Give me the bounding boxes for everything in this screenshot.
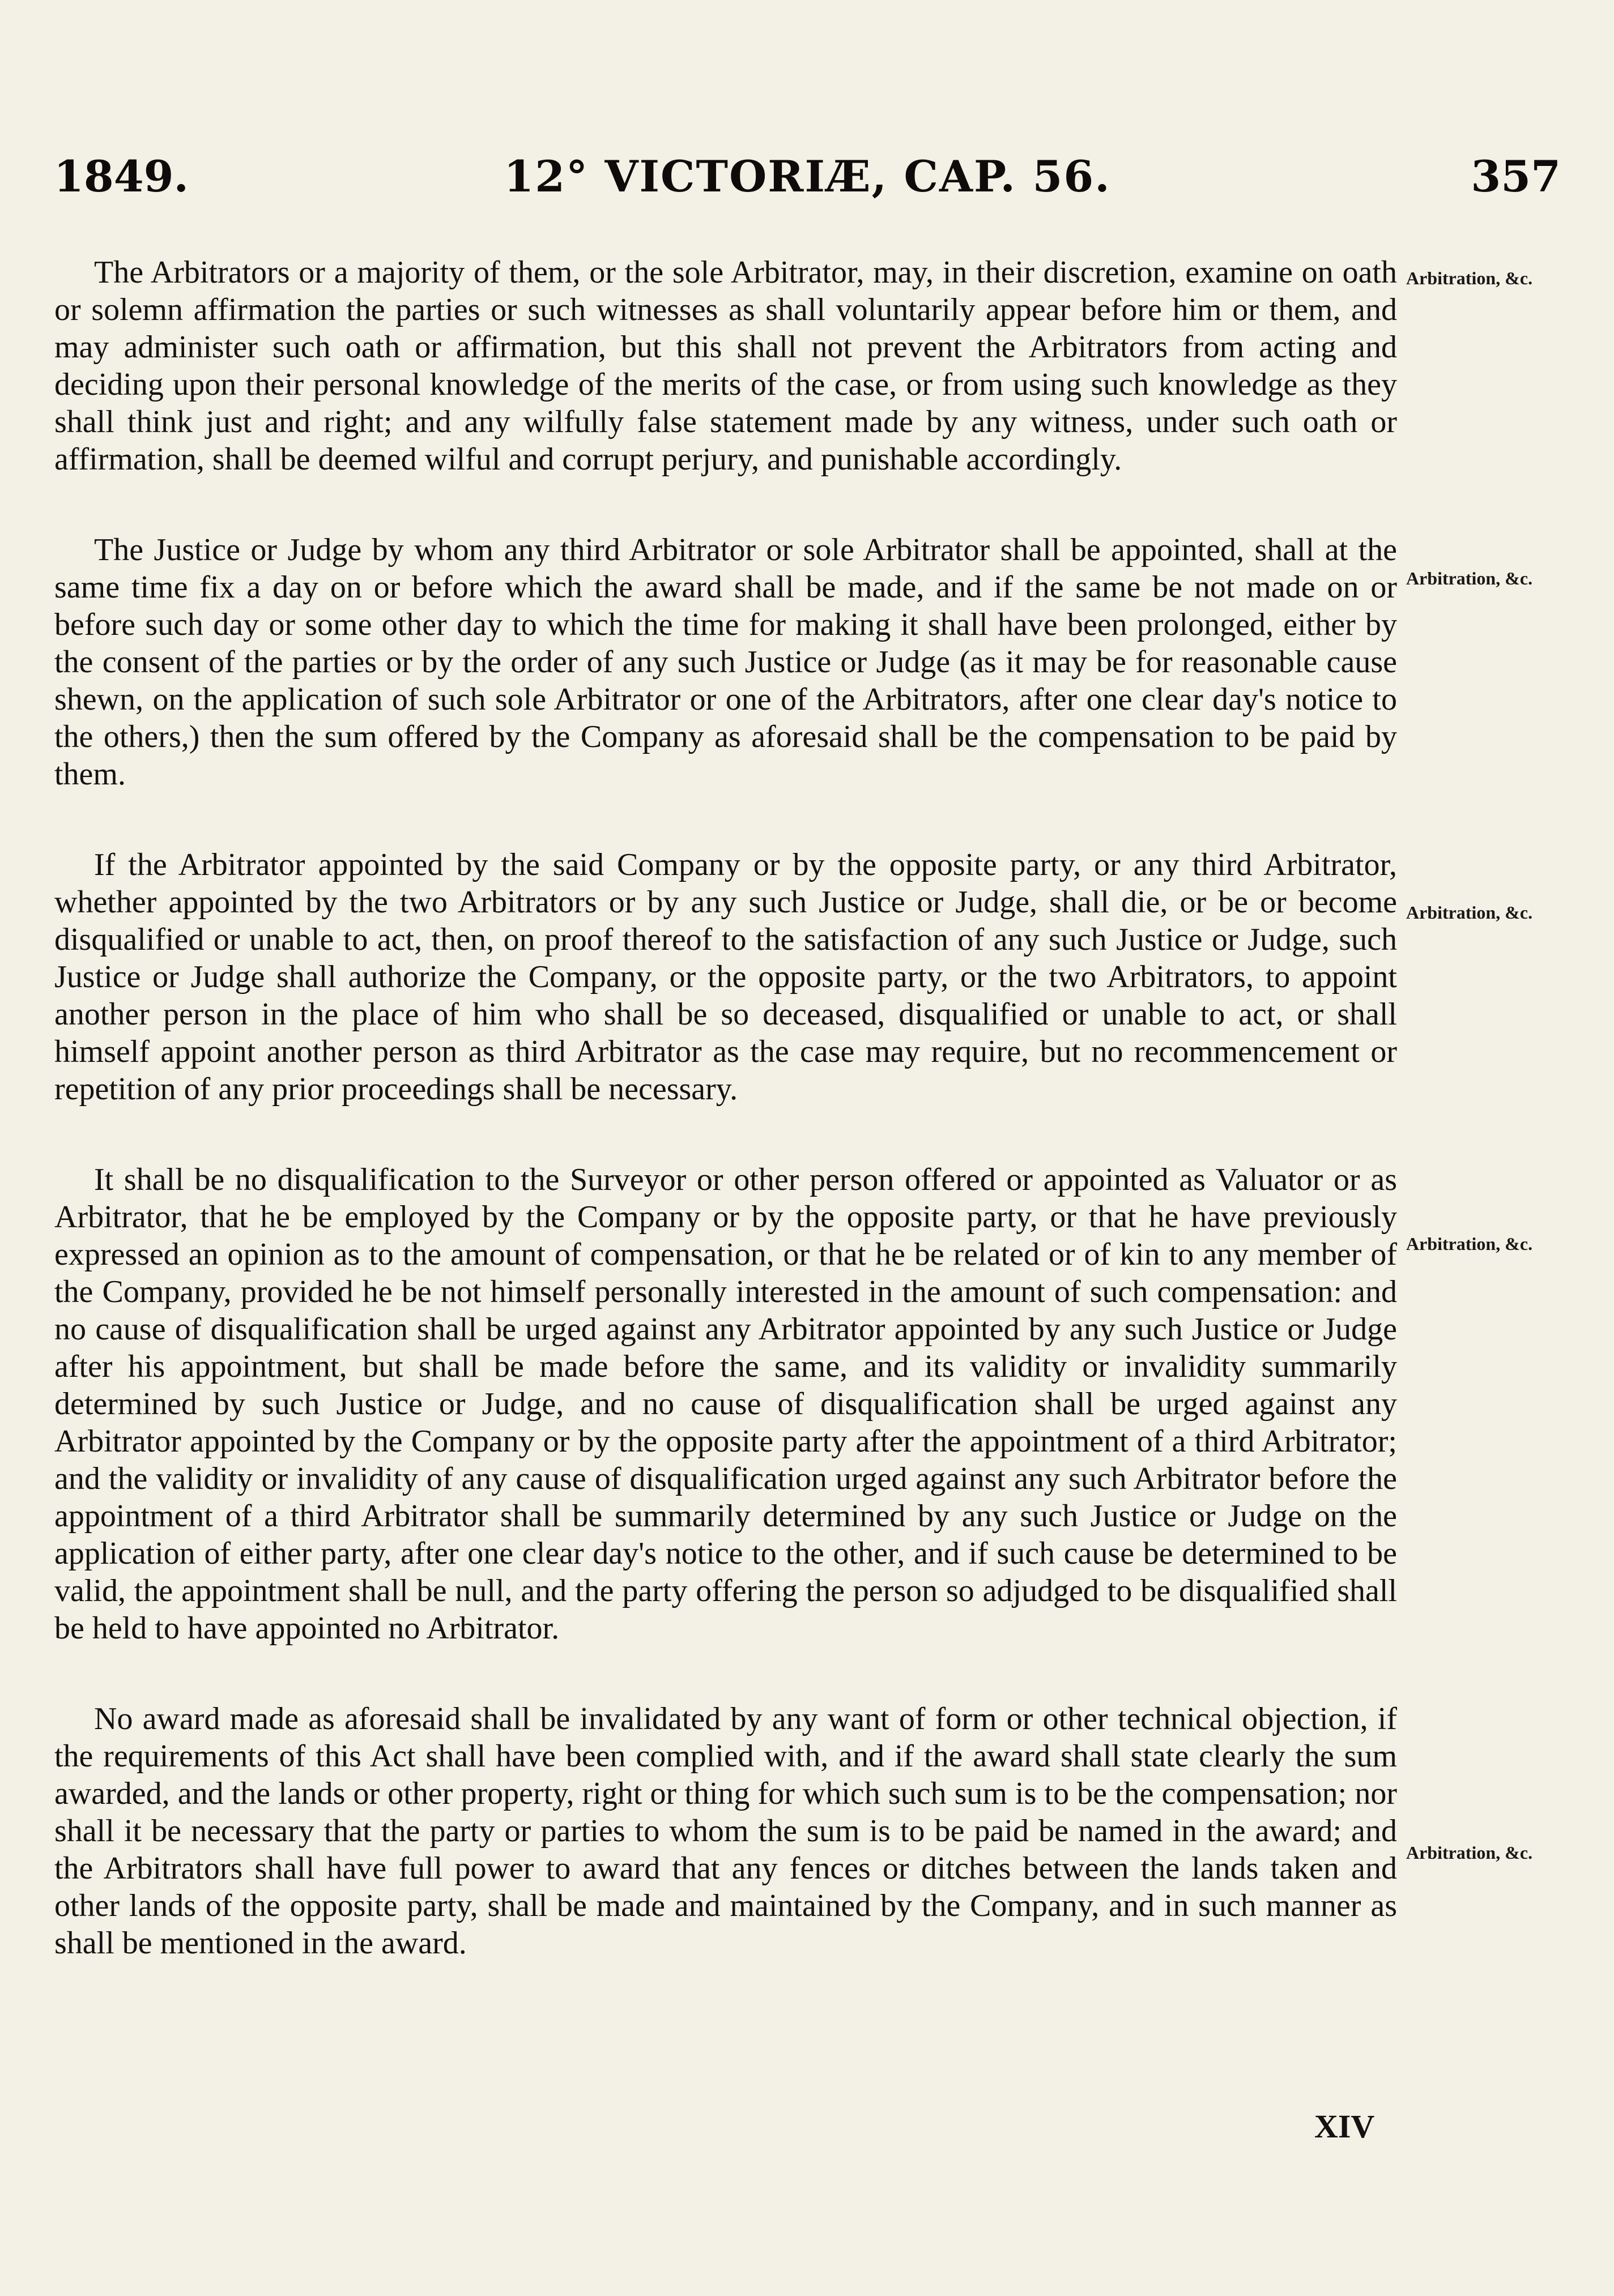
margin-note-3: Arbitration, &c. [1406, 902, 1533, 923]
paragraph-2: The Justice or Judge by whom any third Arbitrator or sole Arbitrator shall be appointed, shall at the same time fix a day on or before which the award shall be made, and if the same be not made on or before such day or some other day to which the time for making it shall have been prolonged, either by the consent of the parties or by the order of any such Justice or Judge (as it may be for reasonable cause shewn, on the application of such sole Arbitrator or one of the Arbitrators, after one clear day's notice to the others,) then the sum offered by the Company as aforesaid shall be the compensation to be paid by them. [54, 532, 1397, 792]
section-3 [54, 846, 1397, 1108]
margin-note-1: Arbitration, &c. [1406, 268, 1533, 288]
paragraph-1: The Arbitrators or a majority of them, or the sole Arbitrator, may, in their discretion, examine on oath or solemn affirmation the parties or such witnesses as shall voluntarily appear before him or them, and may administer such oath or affirmation, but this shall not prevent the Arbitrators from acting and deciding upon their personal knowledge of the merits of the case, or from using such knowledge as they shall think just and right; and any wilfully false statement made by any witness, under such oath or affirmation, shall be deemed wilful and corrupt perjury, and punishable accordingly. [54, 255, 1397, 477]
header-year: 1849. [54, 151, 189, 202]
section-5 [54, 1700, 1397, 1962]
document-body [54, 254, 1397, 2015]
margin-note-5: Arbitration, &c. [1406, 1842, 1533, 1863]
section-4 [54, 1161, 1397, 1647]
paragraph-4: It shall be no disqualification to the Surveyor or other person offered or appointed as Valuator or as Arbitrator, that he be employed by the Company or by the opposite party, or that he have previously expressed an opinion as to the amount of compensation, or that he be related or of kin to any member of the Company, provided he be not himself personally interested in the amount of such compensation: and no cause of disqualification shall be urged against any Arbitrator appointed by any such Justice or Judge after his appointment, but shall be made before the same, and its validity or invalidity summarily determined by such Justice or Judge, and no cause of disqualification shall be urged against any Arbitrator appointed by the Company or by the opposite party after the appointment of a third Arbitrator; and the validity or invalidity of any cause of disqualification urged against any such Arbitrator before the appointment of a third Arbitrator shall be summarily determined by any such Justice or Judge on the application of either party, after one clear day's notice to the other, and if such cause be determined to be valid, the appointment shall be null, and the party offering the person so adjudged to be disqualified shall be held to have appointed no Arbitrator. [54, 1162, 1397, 1646]
section-2 [54, 531, 1397, 793]
catchword: XIV [1314, 2108, 1375, 2145]
running-head [54, 148, 1561, 211]
header-title: 12° VICTORIÆ, CAP. 56. [504, 151, 1111, 202]
page-number: 357 [1471, 151, 1561, 202]
paragraph-3: If the Arbitrator appointed by the said Company or by the opposite party, or any third Arbitrator, whether appointed by the two Arbitrators or by any such Justice or Judge, shall die, or be or become disqualified or unable to act, then, on proof thereof to the satisfaction of any such Justice or Judge, such Justice or Judge shall authorize the Company, or the opposite party, or the two Arbitrators, to appoint another person in the place of him who shall be so deceased, disqualified or unable to act, or shall himself appoint another person as third Arbitrator as the case may require, but no recommencement or repetition of any prior proceedings shall be necessary. [54, 847, 1397, 1107]
margin-note-2: Arbitration, &c. [1406, 568, 1533, 588]
margin-note-4: Arbitration, &c. [1406, 1234, 1533, 1254]
section-1 [54, 254, 1397, 478]
paragraph-5: No award made as aforesaid shall be invalidated by any want of form or other technical objection, if the requirements of this Act shall have been complied with, and if the award shall state clearly the sum awarded, and the lands or other property, right or thing for which such sum is to be the compensation; nor shall it be necessary that the party or parties to whom the sum is to be paid be named in the award; and the Arbitrators shall have full power to award that any fences or ditches between the lands taken and other lands of the opposite party, shall be made and maintained by the Company, and in such manner as shall be mentioned in the award. [54, 1701, 1397, 1961]
